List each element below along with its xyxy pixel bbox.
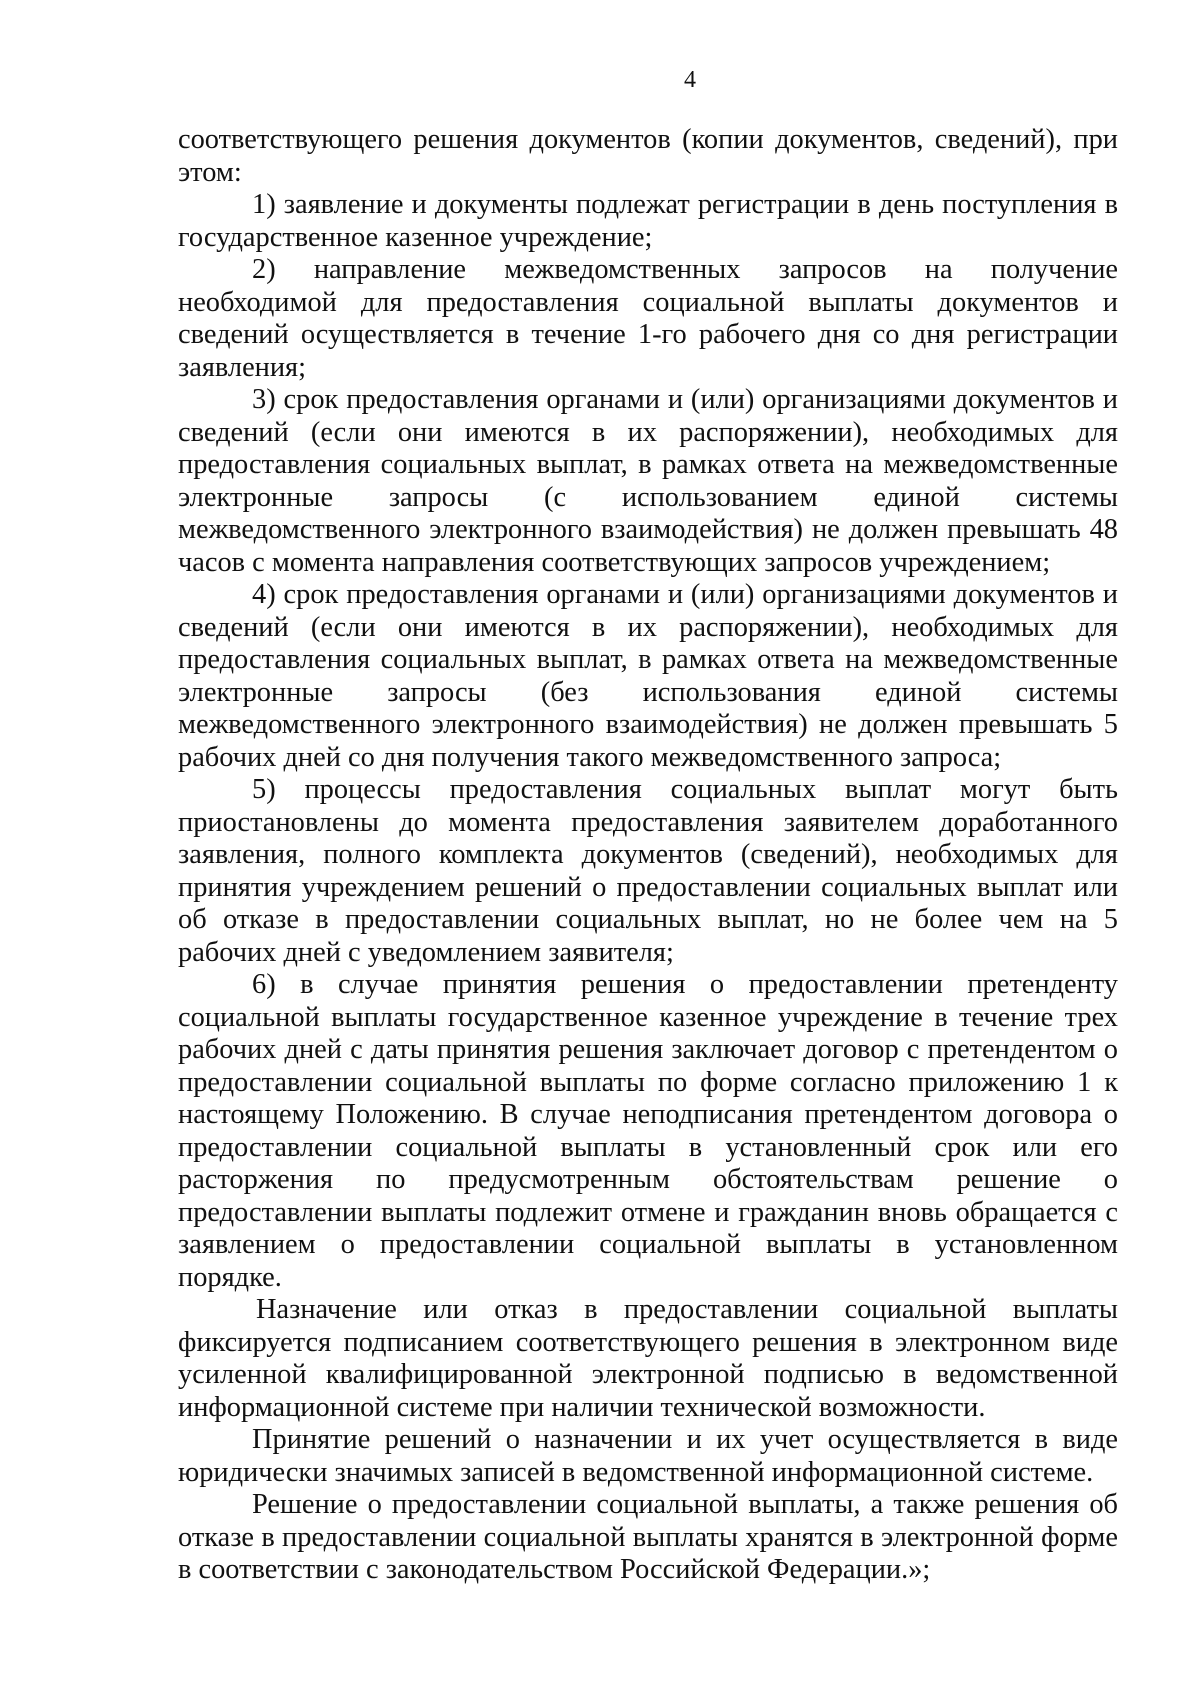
paragraph-assignment-or-refusal: Назначение или отказ в предоставлении социальной выплаты фиксируется подписанием соответствующего решения в электронном виде усиленной квалифицированной электронной подписью в ведомственной информационной системе при наличии технической возможности.: [178, 1294, 1118, 1423]
paragraph-decision-storage: Решение о предоставлении социальной выплаты, а также решения об отказе в предоставлении социальной выплаты хранятся в электронной форме в соответствии с законодательством Российской Федерации.»;: [178, 1489, 1118, 1585]
list-item-6: 6) в случае принятия решения о предоставлении претенденту социальной выплаты государственное казенное учреждение в течение трех рабочих дней с даты принятия решения заключает договор с претендентом о предоставлении социальной выплаты по форме согласно приложению 1 к настоящему Положению. В случае неподписания претендентом договора о предоставлении социальной выплаты в установленный срок или его расторжения по предусмотренным обстоятельствам решение о предоставлении выплаты подлежит отмене и гражданин вновь обращается с заявлением о предоставлении социальной выплаты в установленном порядке.: [178, 969, 1118, 1293]
list-item-1: 1) заявление и документы подлежат регистрации в день поступления в государственное казенное учреждение;: [178, 189, 1118, 253]
list-item-5: 5) процессы предоставления социальных выплат могут быть приостановлены до момента предоставления заявителем доработанного заявления, полного комплекта документов (сведений), необходимых для принятия учреждением решений о предоставлении социальных выплат или об отказе в предоставлении социальных выплат, но не более чем на 5 рабочих дней с уведомлением заявителя;: [178, 774, 1118, 968]
list-item-3: 3) срок предоставления органами и (или) организациями документов и сведений (если они имеются в их распоряжении), необходимых для предоставления социальных выплат, в рамках ответа на межведомственные электронные запросы (с использованием единой системы межведомственного электронного взаимодействия) не должен превышать 48 часов с момента направления соответствующих запросов учреждением;: [178, 384, 1118, 578]
list-item-2: 2) направление межведомственных запросов на получение необходимой для предоставления социальной выплаты документов и сведений осуществляется в течение 1-го рабочего дня со дня регистрации заявления;: [178, 254, 1118, 383]
document-body: [178, 124, 1118, 1587]
paragraph-continuation: соответствующего решения документов (копии документов, сведений), при этом:: [178, 124, 1118, 188]
paragraph-decision-records: Принятие решений о назначении и их учет осуществляется в виде юридически значимых записей в ведомственной информационной системе.: [178, 1424, 1118, 1488]
list-item-4: 4) срок предоставления органами и (или) организациями документов и сведений (если они имеются в их распоряжении), необходимых для предоставления социальных выплат, в рамках ответа на межведомственные электронные запросы (без использования единой системы межведомственного электронного взаимодействия) не должен превышать 5 рабочих дней со дня получения такого межведомственного запроса;: [178, 579, 1118, 773]
page-number: 4: [684, 67, 696, 93]
